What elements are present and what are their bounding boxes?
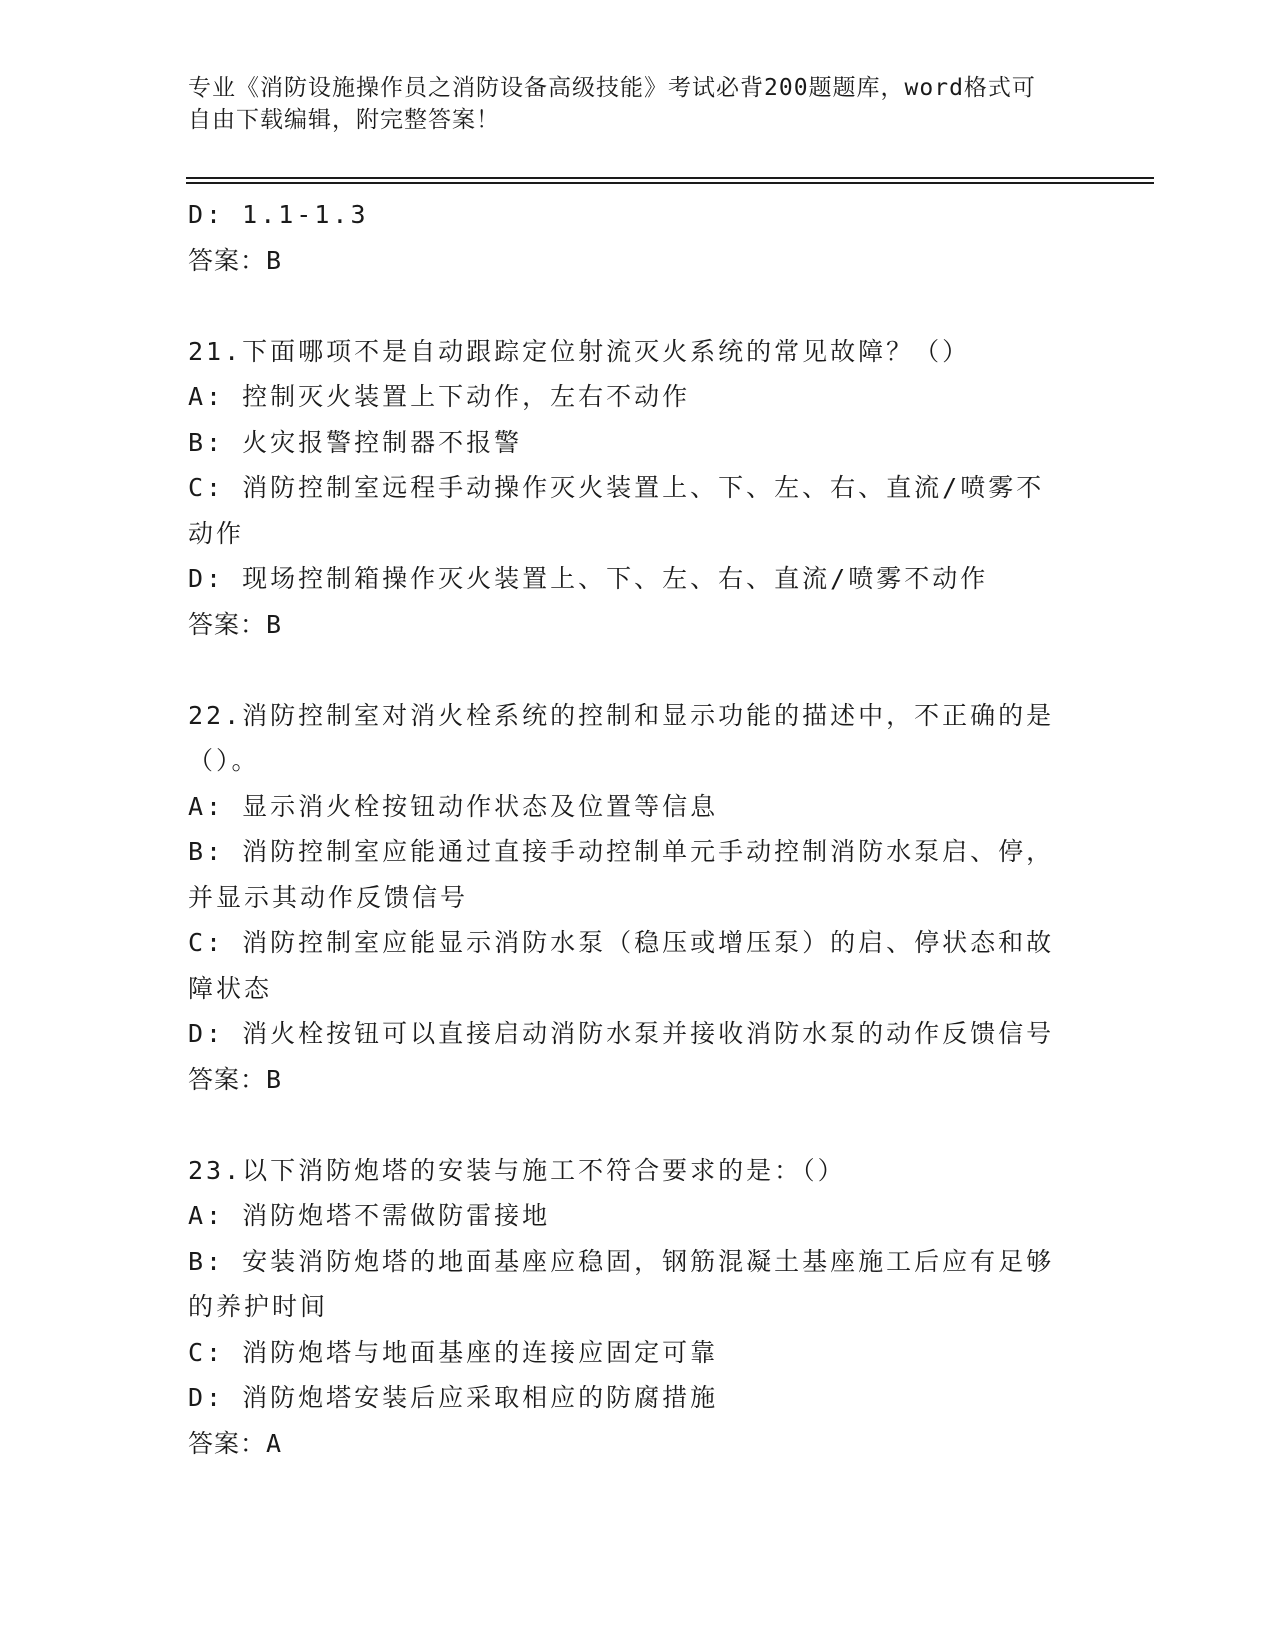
option-b: B: 火灾报警控制器不报警 [188,427,523,457]
header-title-line-1: 专业《消防设施操作员之消防设备高级技能》考试必背200题题库，word格式可 [188,75,1036,101]
option-a: A: 显示消火栓按钮动作状态及位置等信息 [188,791,719,821]
option-a: A: 控制灭火装置上下动作，左右不动作 [188,382,691,411]
option-b: B: 消防控制室应能通过直接手动控制单元手动控制消防水泵启、停， [188,837,1055,866]
question-stem: 22.消防控制室对消火栓系统的控制和显示功能的描述中，不正确的是 [188,700,1055,730]
option-d: D: 消防炮塔安装后应采取相应的防腐措施 [188,1383,719,1412]
option-c: C: 消防控制室应能显示消防水泵（稳压或增压泵）的启、停状态和故 [188,928,1055,957]
header-divider-top [186,177,1154,179]
option-b: B: 安装消防炮塔的地面基座应稳固，钢筋混凝土基座施工后应有足够 [188,1246,1055,1276]
question-stem: 23.以下消防炮塔的安装与施工不符合要求的是：（） [188,1155,846,1185]
option-d: D: 现场控制箱操作灭火装置上、下、左、右、直流/喷雾不动作 [188,564,989,593]
spacer [188,1102,1088,1148]
answer: 答案：B [188,1064,283,1094]
option-c: C: 消防控制室远程手动操作灭火装置上、下、左、右、直流/喷雾不 [188,473,1045,502]
spacer [188,283,1088,329]
document-header [188,72,1088,136]
question-21 [188,329,1088,648]
question-22 [188,693,1088,1103]
header-divider-bottom [186,182,1154,184]
option-b-continued: 的养护时间 [188,1292,329,1321]
question-stem-continued: （）。 [188,746,260,775]
question-23 [188,1148,1088,1467]
question-stem: 21.下面哪项不是自动跟踪定位射流灭火系统的常见故障？（） [188,336,971,366]
answer: 答案：B [188,245,283,275]
option-c-continued: 障状态 [188,973,273,1003]
option-d: D: 消火栓按钮可以直接启动消防水泵并接收消防水泵的动作反馈信号 [188,1019,1055,1048]
header-title-line-2: 自由下载编辑，附完整答案！ [188,107,500,133]
option-d: D: 1.1-1.3 [188,200,369,229]
spacer [188,647,1088,693]
option-a: A: 消防炮塔不需做防雷接地 [188,1201,551,1230]
option-c-continued: 动作 [188,518,245,548]
answer: 答案：A [188,1428,283,1458]
option-c: C: 消防炮塔与地面基座的连接应固定可靠 [188,1337,719,1367]
question-20-tail [188,192,1088,283]
answer: 答案：B [188,609,283,639]
document-body [188,192,1088,1466]
option-b-continued: 并显示其动作反馈信号 [188,882,469,912]
